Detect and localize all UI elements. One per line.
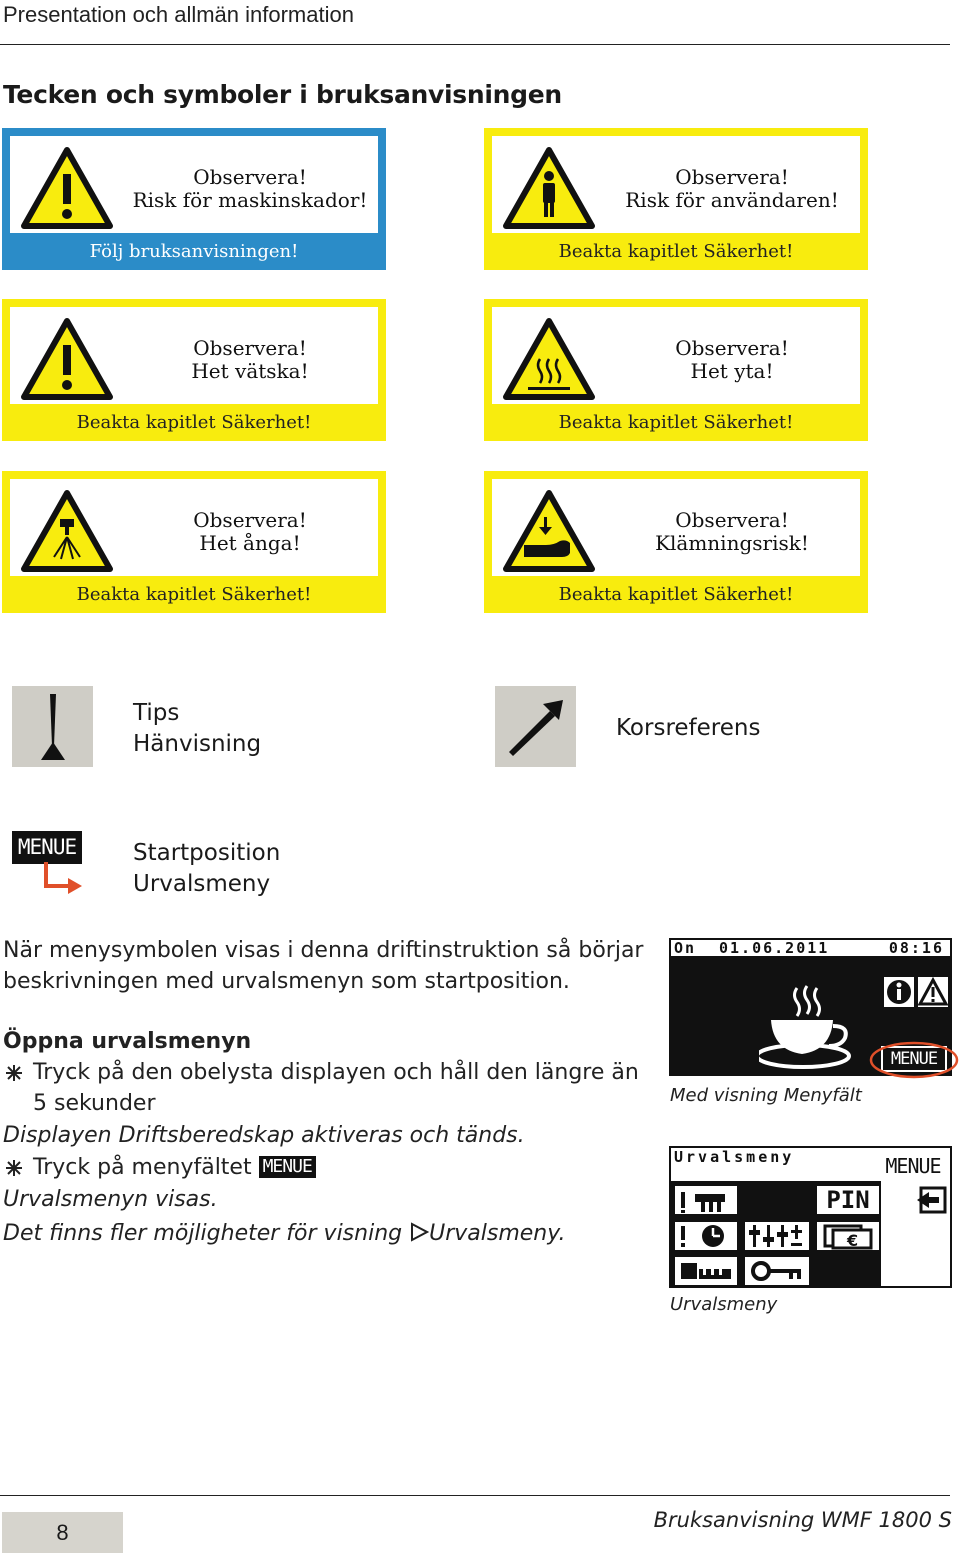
- header-rule: [0, 44, 950, 45]
- person-warning-icon: [502, 146, 596, 230]
- footer-rule: [0, 1495, 950, 1496]
- pin-label: PIN: [826, 1186, 870, 1214]
- menue-field[interactable]: MENUE: [885, 1154, 941, 1178]
- screen2-caption: Urvalsmeny: [670, 1294, 778, 1315]
- screen1-caption: Med visning Menyfält: [670, 1085, 862, 1106]
- menu-btn-maintenance[interactable]: [673, 1255, 739, 1287]
- warning-text: Observera! Het yta!: [675, 336, 789, 383]
- warning-box-hot-steam: [2, 471, 386, 613]
- warning-footer: Följ bruksanvisningen!: [89, 241, 299, 262]
- warning-text: Observera! Het ånga!: [193, 508, 307, 555]
- warning-text: Observera! Risk för maskinskador!: [132, 165, 368, 212]
- status-bar: [671, 940, 950, 956]
- result-1-text: Displayen Driftsberedskap aktiveras och tänds.: [3, 1123, 525, 1148]
- manual-title: Bruksanvisning WMF 1800 S: [653, 1508, 952, 1532]
- cleaning-icon: [675, 1186, 737, 1214]
- intro-line-1: När menysymbolen visas i denna driftinstruktion så börjar: [3, 938, 644, 963]
- start-arrow-icon: [40, 862, 86, 900]
- coffee-cup-icon: [759, 982, 859, 1070]
- step-1-text-cont: 5 sekunder: [33, 1091, 156, 1116]
- warning-footer: Beakta kapitlet Säkerhet!: [558, 241, 794, 262]
- result-3-text: Det finns fler möjligheter för visning Urvalsmeny.: [3, 1221, 566, 1246]
- warning-text: Observera! Risk för användaren!: [625, 165, 839, 212]
- warning-box-machine-damage: [2, 128, 386, 270]
- tips-label: Tips Hänvisning: [133, 700, 262, 757]
- warning-footer: Beakta kapitlet Säkerhet!: [76, 584, 312, 605]
- steam-warning-icon: [20, 489, 114, 573]
- step-2-text: Tryck på menyfältet MENUE: [33, 1152, 316, 1183]
- info-icon[interactable]: [883, 976, 915, 1008]
- warning-footer: Beakta kapitlet Säkerhet!: [558, 584, 794, 605]
- hand-crush-warning-icon: [502, 489, 596, 573]
- menue-inline-badge: MENUE: [259, 1156, 316, 1178]
- hot-surface-warning-icon: [502, 317, 596, 401]
- menue-field[interactable]: MENUE: [881, 1046, 947, 1072]
- menu-btn-billing[interactable]: [815, 1220, 881, 1252]
- menu-btn-settings[interactable]: [743, 1220, 811, 1252]
- exclamation-warning-icon: [20, 146, 114, 230]
- menu-btn-timer[interactable]: [673, 1220, 739, 1252]
- svg-text:€: €: [847, 1231, 859, 1250]
- euro-icon: [817, 1222, 879, 1250]
- status-date: 01.06.2011: [719, 939, 830, 957]
- warning-footer: Beakta kapitlet Säkerhet!: [76, 412, 312, 433]
- exit-icon: [915, 1184, 949, 1216]
- warning-box-hot-surface: [484, 299, 868, 441]
- step-1-text: Tryck på den obelysta displayen och håll den längre än: [33, 1060, 639, 1085]
- menu-btn-key[interactable]: [743, 1255, 811, 1287]
- warning-text: Observera! Klämningsrisk!: [655, 508, 809, 555]
- result-2-text: Urvalsmenyn visas.: [3, 1187, 218, 1212]
- status-time: 08:16: [888, 939, 944, 957]
- arrow-icon: [495, 686, 576, 767]
- section-title: Tecken och symboler i bruksanvisningen: [3, 80, 562, 109]
- start-label: Startposition Urvalsmeny: [133, 840, 281, 897]
- warning-box-crush-risk: [484, 471, 868, 613]
- triangle-right-icon: [409, 1222, 429, 1242]
- warning-icon[interactable]: [917, 976, 949, 1008]
- sliders-icon: [745, 1222, 809, 1250]
- warning-box-hot-liquid: [2, 299, 386, 441]
- page-header-title: Presentation och allmän information: [3, 2, 354, 27]
- status-on: On: [674, 939, 697, 957]
- timer-icon: [675, 1222, 737, 1250]
- menu-btn-cleaning[interactable]: [673, 1184, 739, 1216]
- warning-footer: Beakta kapitlet Säkerhet!: [558, 412, 794, 433]
- tips-tile: [12, 686, 93, 767]
- procedure-heading: Öppna urvalsmenyn: [3, 1029, 252, 1054]
- key-icon: [745, 1257, 809, 1285]
- crossref-label: Korsreferens: [616, 715, 761, 741]
- menu-title: Urvalsmeny: [674, 1148, 795, 1166]
- highlight-circle: [868, 1040, 960, 1080]
- menu-btn-exit[interactable]: [915, 1184, 949, 1216]
- intro-line-2: beskrivningen med urvalsmenyn som startposition.: [3, 969, 570, 994]
- exclamation-warning-icon: [20, 317, 114, 401]
- selection-menu-screen: [669, 1146, 952, 1288]
- menu-btn-pin[interactable]: [815, 1184, 881, 1216]
- exclamation-icon: [12, 686, 93, 767]
- crossref-tile: [495, 686, 576, 767]
- warning-text: Observera! Het vätska!: [191, 336, 309, 383]
- page-number: 8: [2, 1512, 123, 1553]
- warning-box-user-risk: [484, 128, 868, 270]
- step-bullet-icon: [4, 1158, 24, 1178]
- maintenance-icon: [675, 1257, 737, 1285]
- menue-badge: MENUE: [12, 831, 82, 864]
- step-bullet-icon: [4, 1063, 24, 1083]
